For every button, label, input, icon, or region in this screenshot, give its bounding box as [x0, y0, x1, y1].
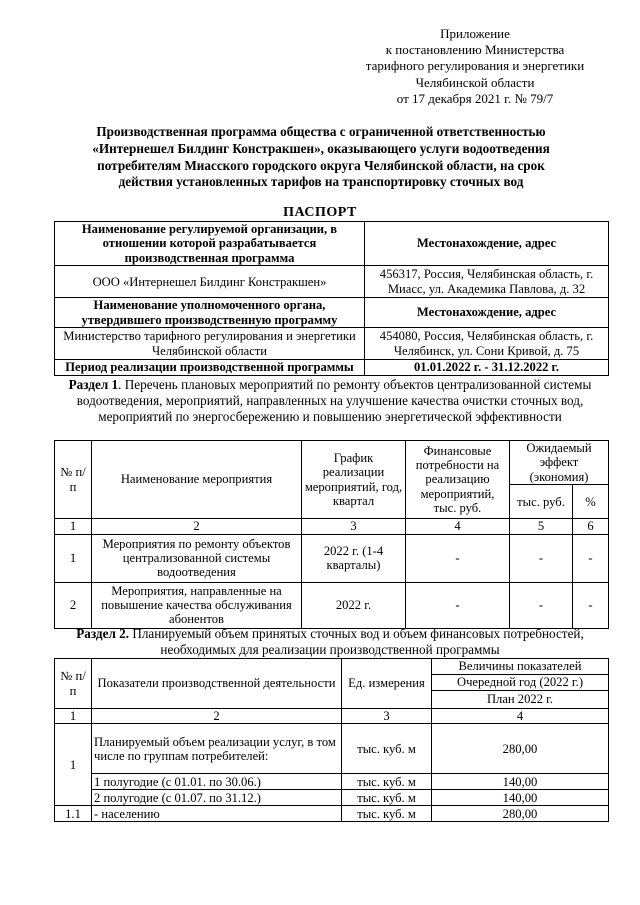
authority-location-header: Местонахождение, адрес	[365, 298, 609, 328]
index-cell: 5	[510, 519, 573, 534]
index-cell: 2	[92, 709, 342, 724]
row-num: 1.1	[55, 806, 92, 822]
location-header: Местонахождение, адрес	[365, 222, 609, 266]
org-address: 456317, Россия, Челябинская область, г. Миасс, ул. Академика Павлова, д. 32	[365, 266, 609, 298]
col-unit: Ед. измерения	[342, 659, 432, 709]
row-value: 140,00	[432, 790, 609, 806]
row-indicator: Планируемый объем реализации услуг, в том числе по группам потребителей:	[92, 724, 342, 774]
appendix-line: Челябинской области	[415, 74, 535, 90]
row-unit: тыс. куб. м	[342, 806, 432, 822]
index-cell: 2	[92, 519, 302, 534]
row-finance: -	[406, 534, 510, 582]
org-name-header: Наименование регулируемой организации, в отношении которой разрабатывается производственная программа	[55, 222, 365, 266]
index-cell: 3	[302, 519, 406, 534]
appendix-block	[330, 26, 620, 107]
period-value: 01.01.2022 г. - 31.12.2022 г.	[365, 360, 609, 376]
row-schedule: 2022 г.	[302, 582, 406, 628]
row-indicator: - населению	[92, 806, 342, 822]
table-row	[55, 790, 609, 806]
index-cell: 4	[406, 519, 510, 534]
col-num: № п/п	[55, 441, 92, 519]
row-finance: -	[406, 582, 510, 628]
col-effect-pct: %	[573, 485, 609, 519]
table-row	[55, 774, 609, 790]
period-label: Период реализации производственной программы	[55, 360, 365, 376]
index-cell: 1	[55, 519, 92, 534]
row-schedule: 2022 г. (1-4 кварталы)	[302, 534, 406, 582]
row-measure: Мероприятия, направленные на повышение качества обслуживания абонентов	[92, 582, 302, 628]
col-plan: План 2022 г.	[432, 691, 609, 709]
appendix-line: тарифного регулирования и энергетики	[365, 58, 585, 74]
section2-heading	[50, 626, 610, 658]
row-value: 280,00	[432, 724, 609, 774]
row-rub: -	[510, 534, 573, 582]
col-values: Величины показателей	[432, 659, 609, 675]
row-measure: Мероприятия по ремонту объектов централизованной системы водоотведения	[92, 534, 302, 582]
col-finance: Финансовые потребности на реализацию мероприятий, тыс. руб.	[406, 441, 510, 519]
section1-heading	[50, 377, 610, 426]
appendix-line: к постановлению Министерства	[385, 42, 565, 58]
table-row	[55, 806, 609, 822]
index-cell: 4	[432, 709, 609, 724]
row-pct: -	[573, 534, 609, 582]
section2-text: Планируемый объем принятых сточных вод и объем финансовых потребностей, необходимых для реализации производственной программы	[129, 626, 584, 658]
passport-heading: ПАСПОРТ	[283, 205, 357, 220]
section2-label: Раздел 2.	[76, 626, 130, 641]
index-cell: 3	[342, 709, 432, 724]
row-unit: тыс. куб. м	[342, 724, 432, 774]
authority-header: Наименование уполномоченного органа, утвердившего производственную программу	[55, 298, 365, 328]
appendix-line: от 17 декабря 2021 г. № 79/7	[396, 90, 554, 106]
section1-label: Раздел 1	[68, 377, 119, 392]
org-name: ООО «Интернешел Билдинг Констракшен»	[55, 266, 365, 298]
col-effect-rub: тыс. руб.	[510, 485, 573, 519]
section2-table	[54, 658, 609, 822]
row-num: 2	[55, 582, 92, 628]
section1-table	[54, 440, 609, 629]
col-measure-name: Наименование мероприятия	[92, 441, 302, 519]
row-num: 1	[55, 724, 92, 806]
row-indicator: 1 полугодие (с 01.01. по 30.06.)	[92, 774, 342, 790]
passport-table	[54, 221, 609, 376]
row-value: 140,00	[432, 774, 609, 790]
table-row	[55, 534, 609, 582]
document-title: Производственная программа общества с ограниченной ответственностью «Интернешел Билдинг Констракшен», оказывающего услуги водоотведения потребителям Миасского городского округа Челябинской области, на срок действия установленных тарифов на транспортировку сточных вод	[92, 124, 550, 190]
index-cell: 6	[573, 519, 609, 534]
table-row	[55, 582, 609, 628]
col-schedule: График реализации мероприятий, год, квартал	[302, 441, 406, 519]
index-cell: 1	[55, 709, 92, 724]
row-unit: тыс. куб. м	[342, 790, 432, 806]
row-pct: -	[573, 582, 609, 628]
row-num: 1	[55, 534, 92, 582]
row-unit: тыс. куб. м	[342, 774, 432, 790]
col-indicator: Показатели производственной деятельности	[92, 659, 342, 709]
section1-text: . Перечень плановых мероприятий по ремонту объектов централизованной системы водоотведения, мероприятий, направленных на улучшение качества очистки сточных вод, мероприятий по энергосбережению и повышению энергетической эффективности	[76, 377, 592, 425]
col-num: № п/п	[55, 659, 92, 709]
authority-name: Министерство тарифного регулирования и энергетики Челябинской области	[55, 328, 365, 360]
col-effect: Ожидаемый эффект (экономия)	[510, 441, 609, 485]
table-row	[55, 724, 609, 774]
appendix-line: Приложение	[440, 26, 510, 41]
row-rub: -	[510, 582, 573, 628]
col-next-year: Очередной год (2022 г.)	[432, 675, 609, 691]
row-value: 280,00	[432, 806, 609, 822]
authority-address: 454080, Россия, Челябинская область, г. Челябинск, ул. Сони Кривой, д. 75	[365, 328, 609, 360]
row-indicator: 2 полугодие (с 01.07. по 31.12.)	[92, 790, 342, 806]
